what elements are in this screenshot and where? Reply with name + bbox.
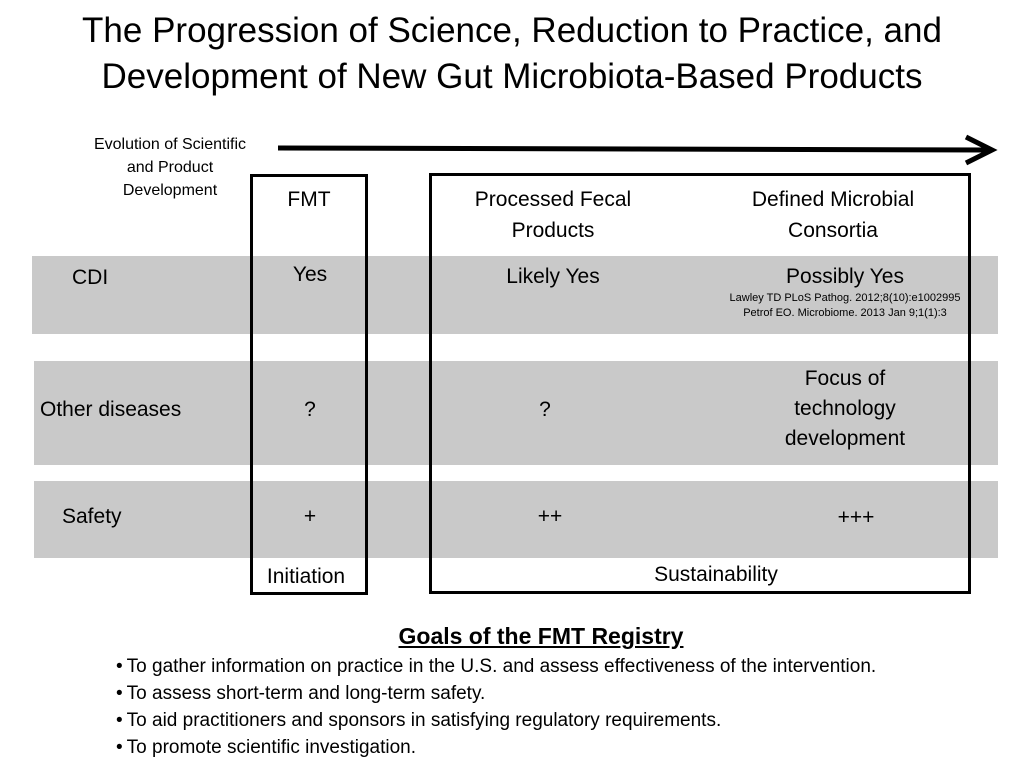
cell-cdi-fmt: Yes [292, 263, 328, 286]
column-header-defined [718, 184, 948, 246]
list-item: • To aid practitioners and sponsors in satisfying regulatory requirements. [116, 707, 876, 734]
cell-line: development [784, 427, 906, 450]
evolution-label-line: Evolution of Scientific [93, 136, 247, 153]
reference-line: Lawley TD PLoS Pathog. 2012;8(10):e1002995 [729, 292, 961, 304]
column-header-line: Defined Microbial [751, 188, 915, 211]
cell-other-fmt: ? [304, 398, 316, 421]
column-header-line: Consortia [788, 219, 878, 242]
evolution-label [70, 133, 270, 202]
evolution-label-line: and Product [126, 159, 214, 176]
row-label-other-diseases: Other diseases [40, 398, 182, 421]
column-header-line: Processed Fecal [474, 188, 632, 211]
title-line-1: The Progression of Science, Reduction to Practice, and [82, 11, 942, 50]
cell-cdi-defined: Possibly Yes [786, 265, 904, 288]
cell-other-defined [740, 364, 950, 454]
reference-line: Petrof EO. Microbiome. 2013 Jan 9;1(1):3 [743, 307, 947, 319]
column-header-fmt: FMT [287, 188, 331, 211]
fmt-footer-initiation: Initiation [266, 565, 346, 588]
cell-safety-fmt: + [303, 505, 317, 528]
right-footer-sustainability: Sustainability [654, 563, 778, 586]
goals-list [116, 653, 876, 761]
cell-line: technology [794, 397, 896, 420]
list-item: • To promote scientific investigation. [116, 734, 876, 761]
list-item: • To gather information on practice in the U.S. and assess effectiveness of the intervention. [116, 653, 876, 680]
column-header-line: Products [511, 219, 595, 242]
evolution-arrow-icon [278, 134, 1000, 168]
page-title [0, 8, 1024, 100]
row-label-safety: Safety [62, 505, 122, 528]
arrow-shaft [278, 148, 988, 150]
cell-safety-defined: +++ [837, 506, 875, 529]
cdi-references [715, 291, 975, 321]
row-label-cdi: CDI [72, 266, 109, 289]
cell-line: Focus of [804, 367, 886, 390]
cell-other-processed: ? [539, 398, 551, 421]
title-line-2: Development of New Gut Microbiota-Based Products [101, 57, 923, 96]
cell-cdi-processed: Likely Yes [506, 265, 600, 288]
cell-safety-processed: ++ [537, 505, 563, 528]
list-item: • To assess short-term and long-term safety. [116, 680, 876, 707]
evolution-label-line: Development [122, 182, 218, 199]
column-header-processed [448, 184, 658, 246]
goals-title: Goals of the FMT Registry [398, 623, 684, 649]
